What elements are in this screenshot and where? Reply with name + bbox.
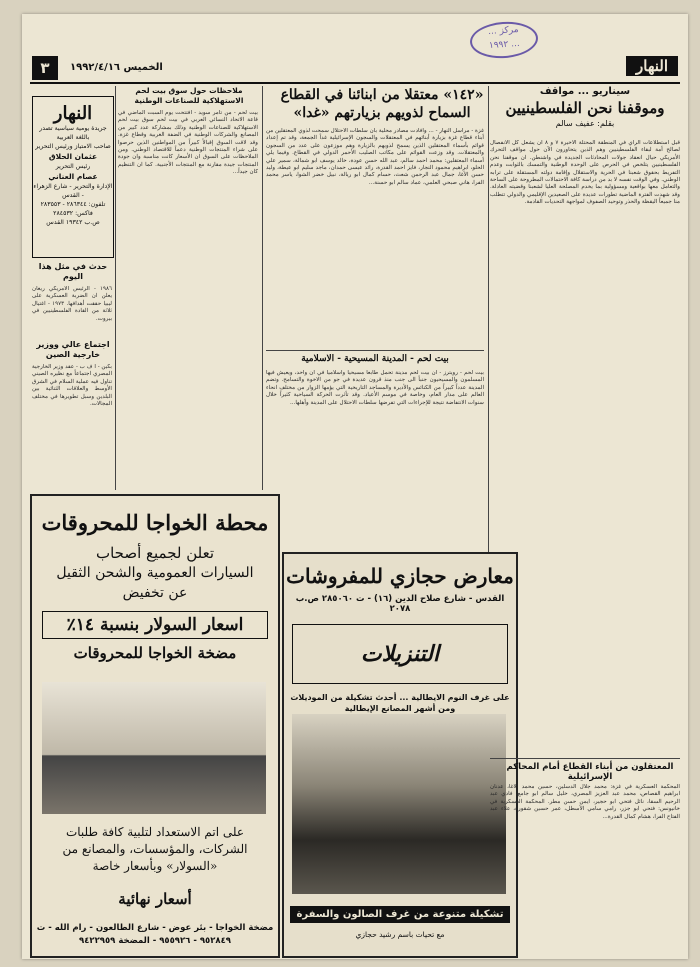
fuel-ad-title: محطة الخواجا للمحروقات bbox=[41, 510, 269, 535]
middle-headline-line2: السماح لذويهم بزيارتهم «غدا» bbox=[293, 105, 471, 121]
furniture-ad-brand: التنزيلات bbox=[292, 624, 508, 684]
right-article-headline: وموقفنا نحن الفلسطينيين bbox=[505, 99, 665, 117]
fuel-ad-line5: أسعار نهائية bbox=[118, 890, 192, 908]
editor-label: رئيس التحرير bbox=[55, 163, 91, 170]
fuel-station-photo bbox=[42, 682, 266, 814]
left-article-headline: ملاحظات حول سوق بيت لحم الاستهلاكية للصناعات الوطنية bbox=[134, 86, 244, 105]
masthead-box bbox=[32, 96, 114, 258]
masthead-phone: تلفون: ٢٨٦٣٤٤ - ٢٨٣٥٥٣ bbox=[40, 201, 106, 208]
furniture-ad-strip: تشكيلة متنوعة من غرف الصالون والسفرة bbox=[290, 906, 510, 923]
furniture-photo bbox=[292, 714, 506, 894]
furniture-ad bbox=[282, 552, 518, 958]
middle-headline-line1: «١٤٢» معتقلا من ابنائنا في القطاع bbox=[280, 87, 484, 103]
fuel-ad-price: اسعار السولار بنسبة ١٤٪ bbox=[42, 611, 268, 639]
middle-sub-headline: بيت لحم - المدينة المسيحية - الاسلامية bbox=[301, 354, 449, 364]
fuel-ad-line3: عن تخفيض bbox=[122, 585, 188, 601]
right-article-heading bbox=[490, 86, 680, 128]
issue-date: الخميس ١٩٩٢/٤/١٦ bbox=[70, 62, 163, 73]
newspaper-page bbox=[22, 14, 688, 959]
masthead-box-desc: جريدة يومية سياسية تصدر باللغة العربية bbox=[39, 125, 107, 141]
middle-divider bbox=[266, 350, 484, 351]
masthead-pobox: ص.ب ١٩٣٤٢ القدس bbox=[46, 219, 100, 226]
middle-article-heading bbox=[264, 86, 500, 122]
right-article-body: قبل استطلاعات الرأي في المنطقة المحتلة الأخيرة ٧ و ٨ ان يشعل كل الانفصال لصالح أمة لبقاء الفلسطينيين وهم الذين يتحاورون الآن حول مواقف التحرك الأمريكي حيال انعقاد جولات المحادثات الجديدة في واشنطن. ان موقفنا نحن الفلسطينيين يتلخص في الحرص على الوحدة الوطنية والتمسك بالثوابت وعدم التفريط بحقوق شعبنا في الحرية والاستقلال وإقامة دولته المستقلة على ترابه الوطني. وفي الوقت نفسه لا بد من دراسة كافة الاحتمالات المطروحة على الساحة والتعامل معها بواقعية ومسؤولية بما يخدم المصلحة العليا لشعبنا وقضيته العادلة. وقد شهدت الفترة الماضية تطورات عديدة على الصعيدين الإقليمي والدولي تتطلب منا جميعاً اليقظة والحذر وتوحيد الصفوف لمواجهة التحديات القادمة. bbox=[490, 140, 680, 206]
fuel-ad-address: مضخة الخواجا - بئر عوض - شارع الطالعون - رام الله - ت ٩٥٢٨٤٩ - ٩٥٥٩٢٦ - المضخة ٩٤٢٢٩٥٩ bbox=[36, 923, 274, 946]
masthead-box-name: النهار bbox=[53, 103, 93, 124]
archive-stamp: مركز ... ... ١٩٩٢ bbox=[469, 20, 539, 61]
fuel-station-ad bbox=[30, 494, 280, 958]
middle-article-body: غزة - مراسل النهار - ... وأفادت مصادر محلية بأن سلطات الاحتلال سمحت لذوي المعتقلين من أبناء قطاع غزة بزيارة أبنائهم في المعتقلات والسجون الإسرائيلية غداً الجمعة، وقد تم إعداد قوائم بأسماء المعتقلين الذين يسمح لذويهم بالزيارة وهم موزعون على عدد من السجون والمعتقلات. وقد وزعت القوائم على مكاتب الصليب الأحمر الدولي في القطاع. وفيما يلي أسماء المعتقلين: محمد احمد سالم، عبد الله حسن عودة، خالد يوسف ابو شمالة، سمير علي الحلو، ابراهيم محمود النجار، فايز احمد القدرة، رائد عيسى حمدان، ماجد سليم ابو عيطة، وليد حسن الأغا، جمال عبد الرحمن شعث، حسام كمال ابو ريالة، نبيل خضر الشوا، ياسر محمد الفرا، هاني صبحي العلمي، عماد سالم ابو حسنة... bbox=[266, 128, 484, 186]
owner-name: عثمان الحلاق bbox=[48, 152, 98, 161]
column-divider bbox=[115, 86, 116, 490]
right-article-byline: بقلم: عفيف سالم bbox=[555, 119, 615, 128]
fuel-ad-line4: على اتم الاستعداد لتلبية كافة طلبات الشركات، والمؤسسات، والمصانع من «السولار» وبأسعار خاصة bbox=[62, 825, 248, 873]
furniture-ad-footer: مع تحيات باسم رشيد حجازي bbox=[355, 930, 445, 939]
furniture-ad-tagline: على غرف النوم الايطالية ... أحدث تشكيلة من الموديلات ومن أشهر المصانع الإيطالية bbox=[290, 693, 510, 713]
page-header bbox=[30, 56, 680, 84]
side-body-2: بكين - ا ف ب - عقد وزير الخارجية المصري اجتماعاً مع نظيره الصيني تناول فيه عملية السلام في الشرق الأوسط والعلاقات الثنائية بين البلدين وسبل تطويرها في مختلف المجالات. bbox=[32, 364, 112, 408]
left-article-body: بيت لحم - من تامر سويد - افتتحت يوم السبت الماضي في قاعة الاتحاد النسائي العربي في بيت لحم سوق بيت لحم الاستهلاكية للصناعات الوطنية وذلك بمشاركة عدد كبير من المصانع والشركات الوطنية في الضفة الغربية وقطاع غزة. وقد لاقت السوق إقبالاً كبيراً من المواطنين الذين حرصوا على شراء المنتجات الوطنية دعماً للاقتصاد الوطني. ومن الملاحظات على السوق ان الأسعار كانت مناسبة وان جودة المنتجات جيدة مقارنة مع المنتجات الأجنبية. كما ان التنظيم كان جيداً... bbox=[118, 110, 258, 176]
masthead-address: الإدارة والتحرير - شارع الزهراء - القدس bbox=[33, 183, 113, 199]
fuel-ad-line2: السيارات العمومية والشحن الثقيل bbox=[56, 565, 254, 581]
middle-sub-body: بيت لحم - رويترز - ان بيت لحم مدينة تحمل طابعاً مسيحياً واسلامياً في آن واحد، ويعيش فيها المسلمون والمسيحيون جنباً الى جنب منذ قرون عديدة في جو من الاخوة والتسامح. وتضم المدينة عدداً كبيراً من الكنائس والأديرة والمساجد التاريخية التي يؤمها الزوار من مختلف انحاء العالم على مدار العام، وخاصة في موسم الأعياد. وقد تأثرت الحركة السياحية كثيراً خلال سنوات الانتفاضة نتيجة للإجراءات التي تفرضها سلطات الاحتلال على المدينة وأهلها... bbox=[266, 370, 484, 406]
fuel-ad-station: مضخة الخواجا للمحروقات bbox=[73, 644, 237, 662]
right-bottom-body: المحكمة العسكرية في غزة: محمد جلال الدسلين، حسين محمد الأغا، عدنان ابراهيم القصاص، محمد عبد العزيز المصري، خليل سالم ابو جامع، فادي عبد الرحيم السقا، نائل فتحي ابو حجير، ايمن حسن مطر. المحكمة العسكرية في خانيونس: فتحي ابو جزر، رامي سامي الأسطل، عمر حسين شقورة، علاء عبد الفتاح الفرا، هشام كمال القدرة... bbox=[490, 784, 680, 820]
right-article-kicker: سيناريو ... مواقف bbox=[539, 86, 631, 97]
masthead: النهار bbox=[626, 56, 678, 76]
page-number: ٣ bbox=[32, 56, 58, 80]
owner-label: صاحب الامتياز ورئيس التحرير bbox=[35, 143, 111, 150]
fuel-ad-line1: تعلن لجميع أصحاب bbox=[95, 544, 215, 562]
furniture-ad-address: القدس - شارع صلاح الدين (١٦) - ت ٢٨٥٠٦٠ ص.ب ٢٠٧٨ bbox=[295, 594, 505, 614]
side-heading-1: حدث في مثل هذا اليوم bbox=[38, 262, 108, 281]
editor-name: عصام العناني bbox=[48, 172, 98, 181]
side-body-1: ١٩٨٦ - الرئيس الامريكي ريغان يعلن ان الضربة العسكرية على ليبيا حققت أهدافها. ١٩٧٣ - اغتيال ثلاثة من القادة الفلسطينيين في بيروت. bbox=[32, 286, 112, 322]
right-bottom-headline: المعتقلون من أبناء القطاع أمام المحاكم الإسرائيلية bbox=[506, 762, 674, 782]
furniture-ad-title: معارض حجازي للمفروشات bbox=[286, 564, 514, 588]
right-bottom-divider bbox=[490, 758, 680, 759]
column-divider bbox=[262, 86, 263, 490]
masthead-fax: فاكس: ٢٨٤٥٣٢ bbox=[53, 210, 93, 217]
side-heading-2: اجتماع عالي ووزير خارجية الصين bbox=[36, 340, 110, 359]
